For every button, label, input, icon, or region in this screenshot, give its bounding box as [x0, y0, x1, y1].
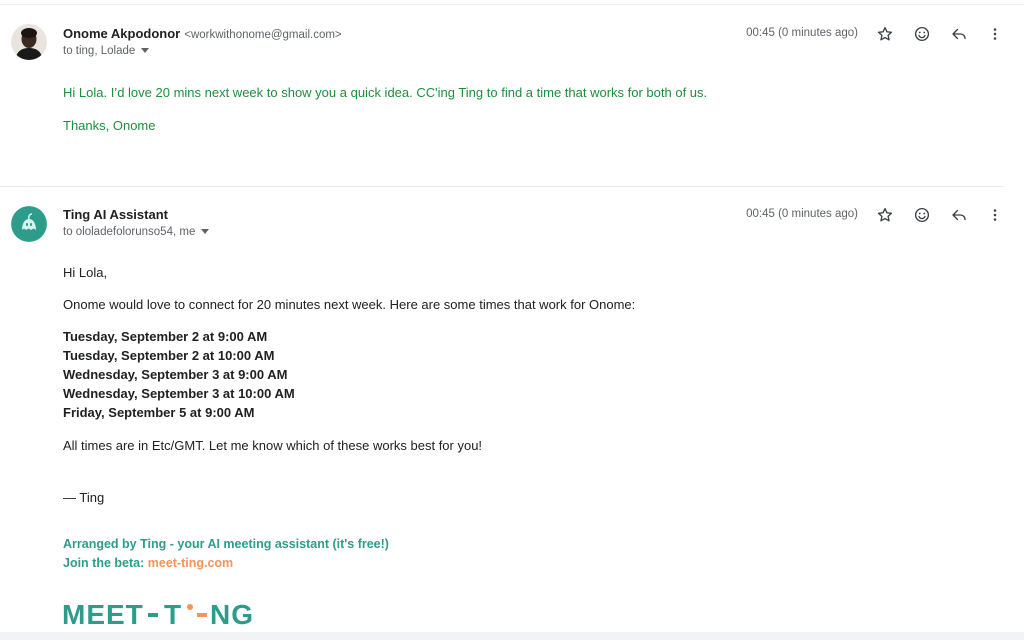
message-signoff: Thanks, Onome — [63, 118, 156, 133]
more-options-button[interactable] — [983, 22, 1007, 46]
star-button[interactable] — [873, 22, 897, 46]
meet-ting-link[interactable]: meet-ting.com — [147, 556, 234, 570]
signoff: — Ting — [63, 490, 105, 505]
reply-button[interactable] — [947, 22, 971, 46]
emoji-reaction-button[interactable] — [910, 203, 934, 227]
message-ting — [0, 190, 1024, 632]
greeting: Hi Lola, — [63, 265, 108, 280]
intro-text: Onome would love to connect for 20 minutes next week. Here are some times that work for Onome: — [63, 297, 636, 312]
recipients-toggle[interactable] — [63, 45, 149, 57]
time-slot: Friday, September 5 at 9:00 AM — [63, 405, 255, 420]
recipients-text: to ting, Lolade — [63, 45, 136, 57]
star-icon — [876, 25, 894, 43]
join-beta-line — [63, 554, 233, 573]
time-slot: Tuesday, September 2 at 9:00 AM — [63, 329, 268, 344]
time-slot: Tuesday, September 2 at 10:00 AM — [63, 348, 275, 363]
recipients-text: to ololadefolorunso54, me — [63, 226, 196, 238]
emoji-reaction-icon — [913, 25, 931, 43]
chevron-down-icon — [201, 229, 209, 234]
more-options-button[interactable] — [983, 203, 1007, 227]
svg-text:T: T — [164, 599, 182, 629]
meet-ting-logo-icon — [62, 599, 272, 629]
emoji-reaction-button[interactable] — [910, 22, 934, 46]
timezone-note: All times are in Etc/GMT. Let me know which of these works best for you! — [63, 438, 483, 453]
recipients-toggle[interactable] — [63, 226, 209, 238]
timestamp: 00:45 (0 minutes ago) — [746, 27, 858, 39]
emoji-reaction-icon — [913, 206, 931, 224]
bottom-bar — [0, 632, 1024, 640]
sender-name[interactable] — [63, 26, 342, 41]
star-button[interactable] — [873, 203, 897, 227]
more-vertical-icon — [986, 206, 1004, 224]
sender-name[interactable]: Ting AI Assistant — [63, 207, 168, 222]
join-beta-label: Join the beta: — [63, 556, 145, 570]
svg-text:MEET: MEET — [62, 599, 144, 629]
reply-icon — [950, 206, 968, 224]
time-slot: Wednesday, September 3 at 9:00 AM — [63, 367, 288, 382]
message-body-line: Hi Lola. I’d love 20 mins next week to show you a quick idea. CC'ing Ting to find a time that works for both of us. — [63, 85, 708, 100]
star-icon — [876, 206, 894, 224]
sender-name-text: Onome Akpodonor — [63, 26, 181, 41]
time-slot: Wednesday, September 3 at 10:00 AM — [63, 386, 295, 401]
svg-text:NG: NG — [210, 599, 254, 629]
person-avatar-icon[interactable] — [11, 24, 47, 60]
more-vertical-icon — [986, 25, 1004, 43]
chevron-down-icon — [141, 48, 149, 53]
reply-button[interactable] — [947, 203, 971, 227]
ting-bot-avatar-icon[interactable] — [11, 206, 47, 242]
top-divider — [0, 4, 1024, 5]
reply-icon — [950, 25, 968, 43]
message-divider — [0, 186, 1004, 187]
sender-email: <workwithonome@gmail.com> — [184, 29, 342, 41]
meet-ting-logo — [62, 600, 272, 628]
arranged-by-text: Arranged by Ting - your AI meeting assistant (it's free!) — [63, 537, 389, 551]
message-onome — [0, 6, 1024, 184]
timestamp: 00:45 (0 minutes ago) — [746, 208, 858, 220]
